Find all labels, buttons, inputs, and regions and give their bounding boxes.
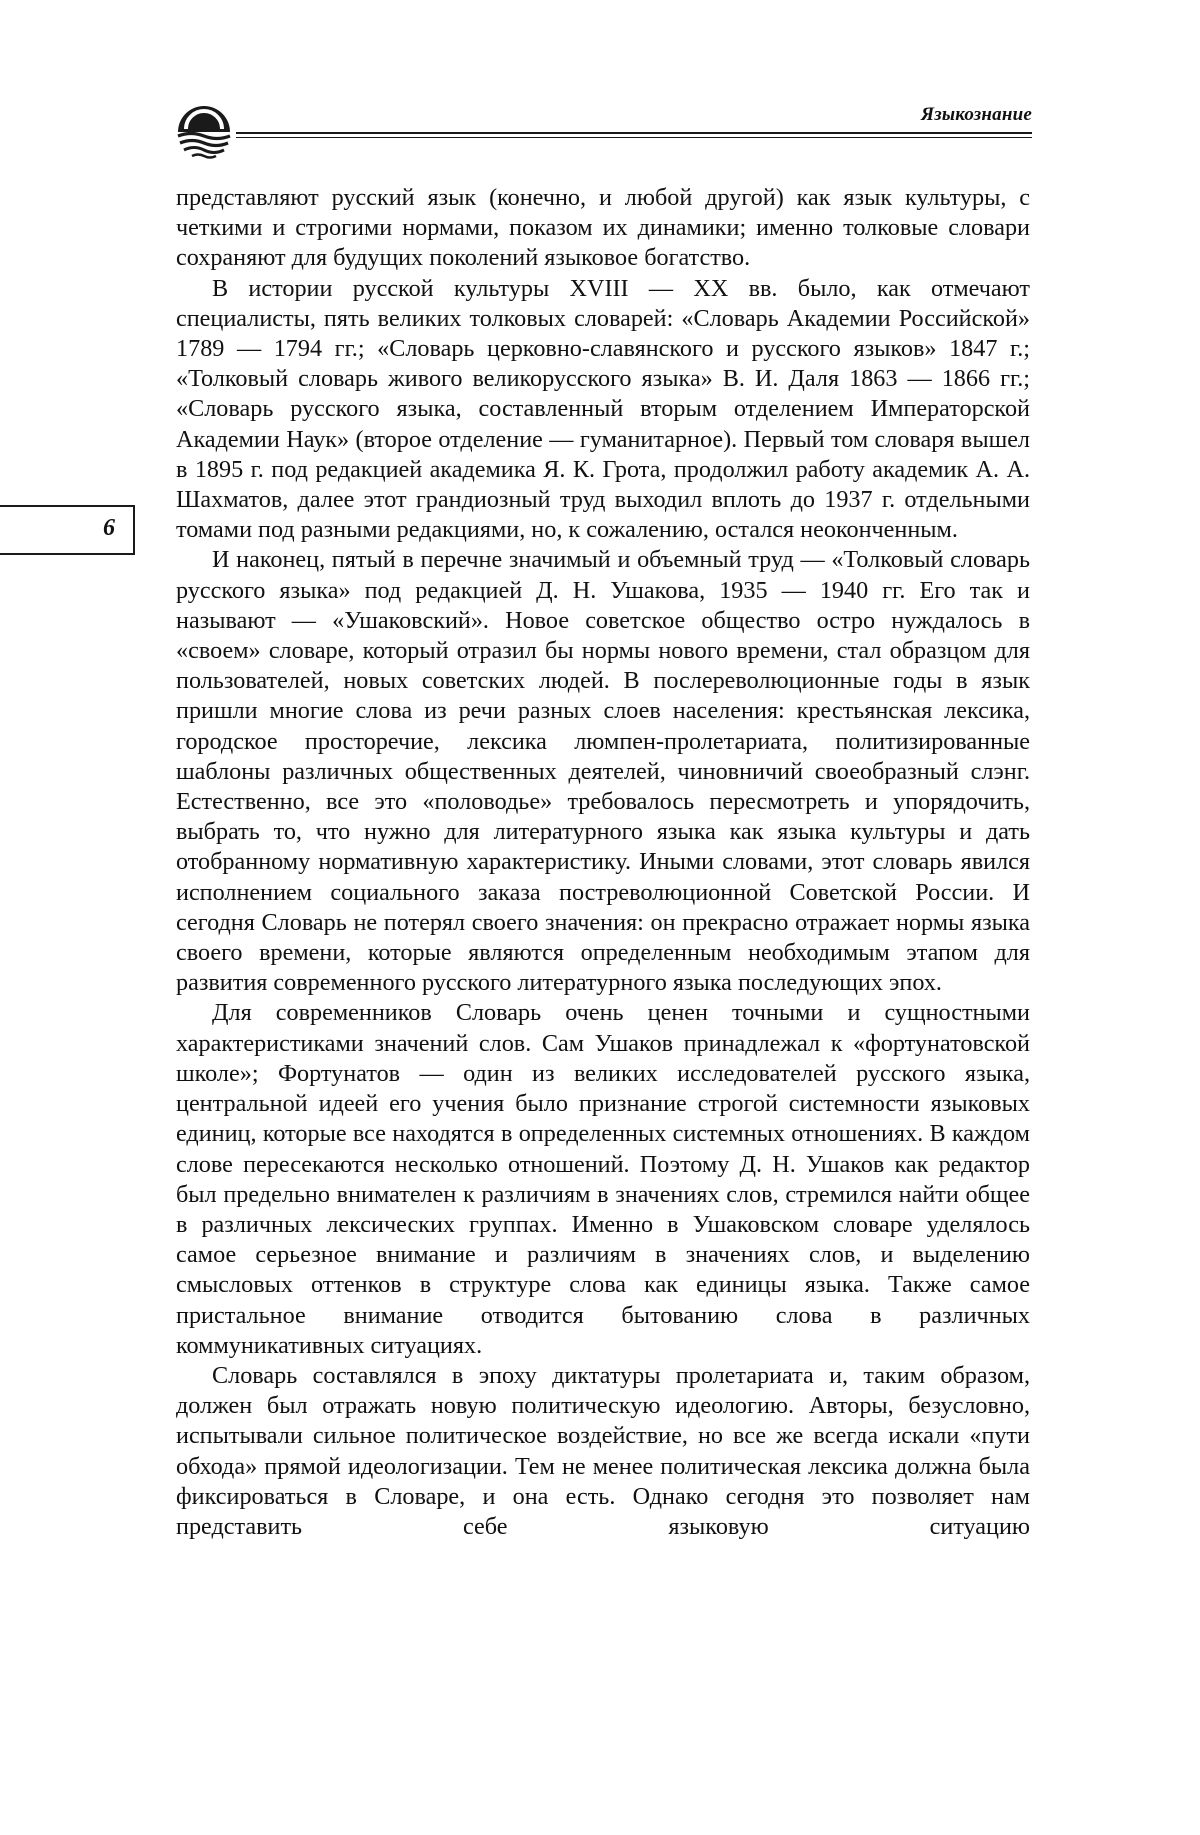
page-number-tab xyxy=(0,505,135,555)
header-rule-thick xyxy=(236,132,1032,134)
page-number: 6 xyxy=(103,515,115,541)
paragraph: представляют русский язык (конечно, и любой другой) как язык культуры, с четкими и строгими нормами, показом их динамики; именно толковые словари сохраняют для будущих поколений языковое богатство. xyxy=(176,184,1030,272)
paragraph: В истории русской культуры XVIII — XX вв. было, как отмечают специалисты, пять великих толковых словарей: «Словарь Академии Российской» 1789 — 1794 гг.; «Словарь церковно-славянского и русского языков» 1847 г.; «Толковый словарь живого великорусского языка» В. И. Даля 1863 — 1866 гг.; «Словарь русского языка, составленный вторым отделением Императорской Академии Наук» (второе отделение — гуманитарное). Первый том словаря вышел в 1895 г. под редакцией академика Я. К. Грота, продолжил работу академик А. А. Шахматов, далее этот грандиозный труд выходил вплоть до 1937 г. отдельными томами под разными редакциями, но, к сожалению, остался неоконченным. xyxy=(176,274,1030,544)
header-rule-thin xyxy=(236,137,1032,138)
paragraph: И наконец, пятый в перечне значимый и объемный труд — «Толковый словарь русского языка» под редакцией Д. Н. Ушакова, 1935 — 1940 гг. Его так и называют — «Ушаковский». Новое советское общество остро нуждалось в «своем» словаре, который отразил бы нормы нового времени, стал образцом для пользователей, новых советских людей. В послереволюционные годы в язык пришли многие слова из речи разных слоев населения: крестьянская лексика, городское просторечие, лексика люмпен-пролетариата, политизированные шаблоны различных общественных деятелей, чиновничий своеобразный слэнг. Естественно, все это «половодье» требовалось пересмотреть и упорядочить, выбрать то, что нужно для литературного языка как языка культуры и дать отобранному нормативную характеристику. Иными словами, этот словарь явился исполнением социального заказа постреволюционной Советской России. И сегодня Словарь не потерял своего значения: он прекрасно отражает нормы языка своего времени, которые являются определенным необходимым этапом для развития современного русского литературного языка последующих эпох. xyxy=(176,546,1030,997)
running-header xyxy=(172,98,1032,150)
paragraph: Словарь составлялся в эпоху диктатуры пролетариата и, таким образом, должен был отражать новую политическую идеологию. Авторы, безусловно, испытывали сильное политическое воздействие, но все же всегда искали «пути обхода» прямой идеологизации. Тем не менее политическая лексика должна была фиксироваться в Словаре, и она есть. Однако сегодня это позволяет нам представить себе языковую ситуацию xyxy=(176,1361,1030,1540)
paragraph: Для современников Словарь очень ценен точными и сущностными характеристиками значений слов. Сам Ушаков принадлежал к «фортунатовской школе»; Фортунатов — один из великих исследователей русского языка, центральной идеей его учения было признание строгой системности языковых единиц, которые все находятся в определенных системных отношениях. В каждом слове пересекаются несколько отношений. Поэтому Д. Н. Ушаков как редактор был предельно внимателен к различиям в значениях слов, стремился найти общее в различных лексических группах. Именно в Ушаковском словаре уделялось самое серьезное внимание и различиям в значениях слов, и выделению смысловых оттенков в структуре слова как единицы языка. Также самое пристальное внимание отводится бытованию слова в различных коммуникативных ситуациях. xyxy=(176,999,1030,1359)
section-title: Языкознание xyxy=(920,104,1032,125)
publisher-logo-icon xyxy=(172,102,236,160)
body-text xyxy=(176,183,1030,1542)
